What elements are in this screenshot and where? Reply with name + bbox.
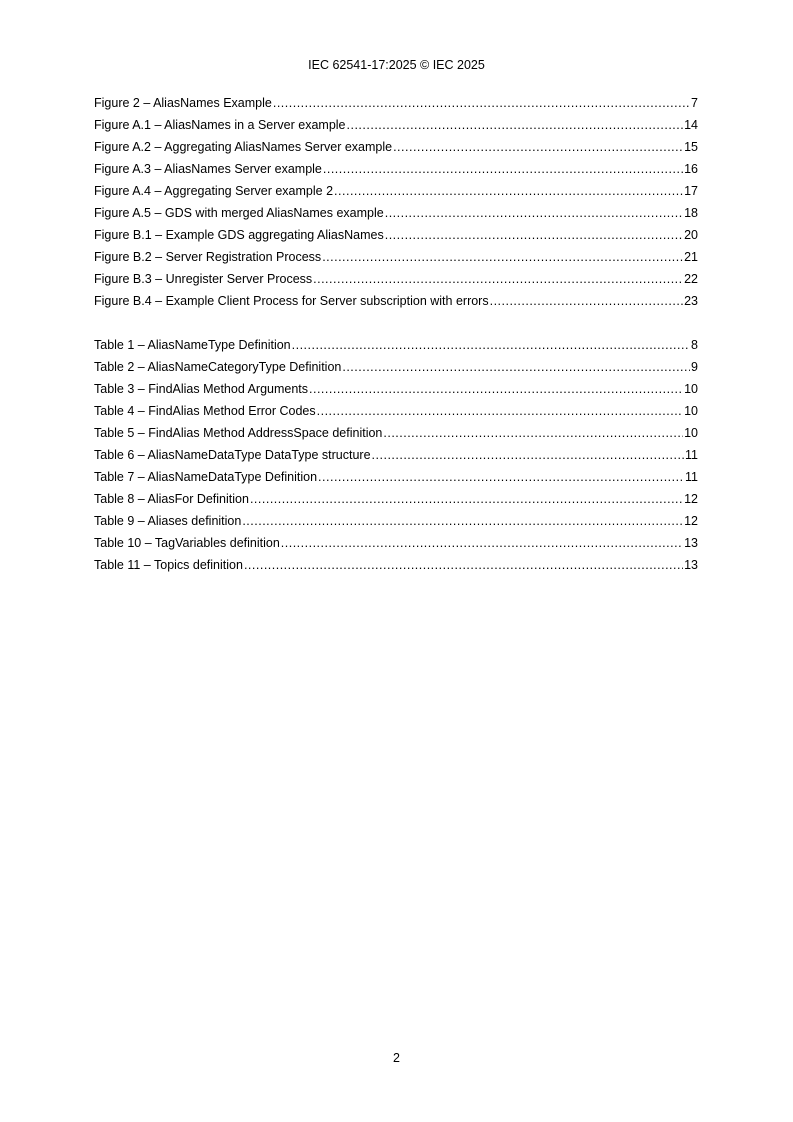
dot-leader xyxy=(309,381,683,397)
toc-entry-title: Table 10 – TagVariables definition xyxy=(94,536,280,550)
dot-leader xyxy=(273,95,690,111)
toc-entry-table[interactable] xyxy=(94,381,698,403)
toc-entry-title: Figure B.2 – Server Registration Process xyxy=(94,250,322,264)
toc-entry-page: 22 xyxy=(684,272,698,286)
toc-entry-page: 10 xyxy=(684,382,698,396)
toc-entry-title: Table 5 – FindAlias Method AddressSpace definition xyxy=(94,426,383,440)
toc-entry-title: Figure B.3 – Unregister Server Process xyxy=(94,272,313,286)
toc-entry-title: Table 4 – FindAlias Method Error Codes xyxy=(94,404,316,418)
dot-leader xyxy=(250,491,683,507)
dot-leader xyxy=(372,447,684,463)
toc-entry-table[interactable] xyxy=(94,535,698,557)
toc-entry-table[interactable] xyxy=(94,403,698,425)
dot-leader xyxy=(393,139,683,155)
toc-entry-page: 20 xyxy=(684,228,698,242)
toc-entry-page: 10 xyxy=(684,426,698,440)
dot-leader xyxy=(490,293,684,309)
toc-entry-figure[interactable] xyxy=(94,183,698,205)
toc-entry-title: Table 3 – FindAlias Method Arguments xyxy=(94,382,309,396)
toc-entry-figure[interactable] xyxy=(94,271,698,293)
dot-leader xyxy=(347,117,684,133)
dot-leader xyxy=(292,337,690,353)
toc-entry-page: 7 xyxy=(691,96,698,110)
toc-entry-page: 23 xyxy=(684,294,698,308)
dot-leader xyxy=(383,425,683,441)
dot-leader xyxy=(317,403,683,419)
toc-entry-figure[interactable] xyxy=(94,139,698,161)
toc-entry-title: Figure A.4 – Aggregating Server example 2 xyxy=(94,184,334,198)
toc-entry-figure[interactable] xyxy=(94,227,698,249)
dot-leader xyxy=(313,271,683,287)
toc-entry-title: Figure B.1 – Example GDS aggregating AliasNames xyxy=(94,228,384,242)
toc-entry-title: Table 7 – AliasNameDataType Definition xyxy=(94,470,318,484)
toc-entry-page: 18 xyxy=(684,206,698,220)
toc-entry-title: Table 2 – AliasNameCategoryType Definition xyxy=(94,360,342,374)
toc-entry-figure[interactable] xyxy=(94,205,698,227)
toc-entry-title: Table 11 – Topics definition xyxy=(94,558,243,572)
toc-entry-title: Table 6 – AliasNameDataType DataType structure xyxy=(94,448,371,462)
dot-leader xyxy=(342,359,690,375)
toc-entry-page: 16 xyxy=(684,162,698,176)
dot-leader xyxy=(334,183,683,199)
dot-leader xyxy=(385,205,683,221)
toc-entry-title: Table 8 – AliasFor Definition xyxy=(94,492,249,506)
toc-entry-page: 13 xyxy=(684,558,698,572)
dot-leader xyxy=(322,249,683,265)
toc-entry-table[interactable] xyxy=(94,425,698,447)
toc-entry-title: Figure A.3 – AliasNames Server example xyxy=(94,162,322,176)
toc-entry-page: 12 xyxy=(684,492,698,506)
toc-entry-title: Figure A.1 – AliasNames in a Server example xyxy=(94,118,346,132)
toc-entry-title: Figure A.5 – GDS with merged AliasNames example xyxy=(94,206,384,220)
toc-entry-figure[interactable] xyxy=(94,293,698,315)
toc-entry-page: 21 xyxy=(684,250,698,264)
dot-leader xyxy=(318,469,684,485)
toc-entry-page: 11 xyxy=(685,470,698,484)
dot-leader xyxy=(281,535,683,551)
toc-entry-table[interactable] xyxy=(94,359,698,381)
toc-entry-title: Figure 2 – AliasNames Example xyxy=(94,96,272,110)
toc-entry-page: 12 xyxy=(684,514,698,528)
toc-entry-table[interactable] xyxy=(94,557,698,579)
list-of-tables xyxy=(94,337,698,579)
toc-entry-table[interactable] xyxy=(94,513,698,535)
toc-entry-table[interactable] xyxy=(94,469,698,491)
toc-entry-title: Figure B.4 – Example Client Process for Server subscription with errors xyxy=(94,294,489,308)
dot-leader xyxy=(385,227,683,243)
list-of-figures xyxy=(94,95,698,315)
toc-entry-page: 10 xyxy=(684,404,698,418)
toc-entry-title: Table 1 – AliasNameType Definition xyxy=(94,338,291,352)
dot-leader xyxy=(323,161,683,177)
toc-entry-page: 11 xyxy=(685,448,698,462)
dot-leader xyxy=(242,513,683,529)
toc-entry-figure[interactable] xyxy=(94,95,698,117)
toc-entry-page: 8 xyxy=(691,338,698,352)
page-header: IEC 62541-17:2025 © IEC 2025 xyxy=(308,58,485,72)
toc-entry-table[interactable] xyxy=(94,491,698,513)
toc-entry-table[interactable] xyxy=(94,447,698,469)
dot-leader xyxy=(244,557,683,573)
toc-entry-figure[interactable] xyxy=(94,117,698,139)
toc-entry-table[interactable] xyxy=(94,337,698,359)
toc-entry-title: Table 9 – Aliases definition xyxy=(94,514,242,528)
toc-entry-figure[interactable] xyxy=(94,161,698,183)
toc-entry-title: Figure A.2 – Aggregating AliasNames Server example xyxy=(94,140,393,154)
toc-entry-page: 13 xyxy=(684,536,698,550)
page-number: 2 xyxy=(393,1051,400,1065)
toc-entry-page: 17 xyxy=(684,184,698,198)
toc-entry-figure[interactable] xyxy=(94,249,698,271)
toc-entry-page: 9 xyxy=(691,360,698,374)
toc-entry-page: 14 xyxy=(684,118,698,132)
toc-entry-page: 15 xyxy=(684,140,698,154)
